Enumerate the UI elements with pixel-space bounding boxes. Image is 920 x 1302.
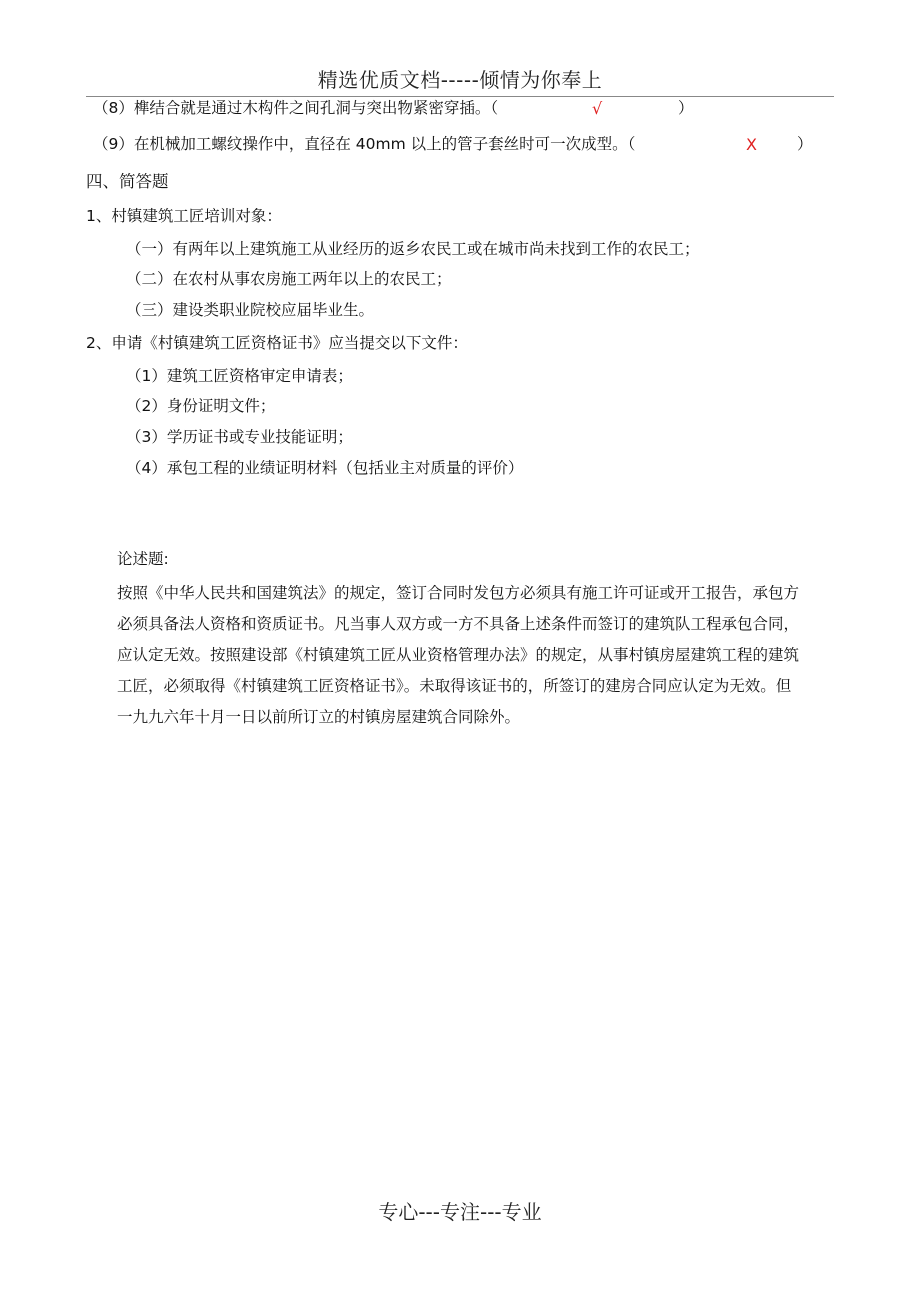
- question-1-title: 1、村镇建筑工匠培训对象：: [86, 207, 282, 225]
- question-1-item: （三）建设类职业院校应届毕业生。: [126, 301, 375, 319]
- header-title: 精选优质文档-----倾情为你奉上: [317, 68, 603, 92]
- question-2-item: （1）建筑工匠资格审定申请表；: [126, 367, 353, 385]
- question-1-item: （一）有两年以上建筑施工从业经历的返乡农民工或在城市尚未找到工作的农民工；: [126, 240, 700, 258]
- question-9-text: （9）在机械加工螺纹操作中，直径在 40mm 以上的管子套丝时可一次成型。（: [93, 135, 636, 153]
- header-divider: [86, 96, 834, 97]
- essay-heading: 论述题:: [117, 550, 169, 568]
- question-2-title: 2、申请《村镇建筑工匠资格证书》应当提交以下文件：: [86, 334, 468, 352]
- question-2-item: （3）学历证书或专业技能证明；: [126, 428, 353, 446]
- section-heading: 四、简答题: [86, 172, 169, 191]
- essay-line: 一九九六年十月一日以前所订立的村镇房屋建筑合同除外。: [117, 708, 521, 726]
- question-2-item: （2）身份证明文件；: [126, 397, 276, 415]
- essay-line: 应认定无效。按照建设部《村镇建筑工匠从业资格管理办法》的规定，从事村镇房屋建筑工程的建筑: [117, 646, 800, 664]
- question-8-close-paren: ）: [678, 99, 694, 117]
- question-8-text: （8）榫结合就是通过木构件之间孔洞与突出物紧密穿插。（: [93, 99, 499, 117]
- essay-paragraph: [117, 578, 839, 733]
- essay-line: 按照《中华人民共和国建筑法》的规定，签订合同时发包方必须具有施工许可证或开工报告，承包方: [117, 584, 800, 602]
- question-2-item: （4）承包工程的业绩证明材料（包括业主对质量的评价）: [126, 459, 524, 477]
- question-9-answer-cross-mark: X: [746, 135, 757, 154]
- question-9-close-paren: ）: [797, 135, 813, 153]
- essay-line: 必须具备法人资格和资质证书。凡当事人双方或一方不具备上述条件而签订的建筑队工程承包合同，: [117, 615, 800, 633]
- page-footer: 专心---专注---专业: [378, 1200, 542, 1224]
- essay-line: 工匠，必须取得《村镇建筑工匠资格证书》。未取得该证书的，所签订的建房合同应认定为无效。但: [117, 677, 792, 695]
- question-8-answer-check-mark: √: [592, 99, 603, 118]
- question-1-item: （二）在农村从事农房施工两年以上的农民工；: [126, 270, 452, 288]
